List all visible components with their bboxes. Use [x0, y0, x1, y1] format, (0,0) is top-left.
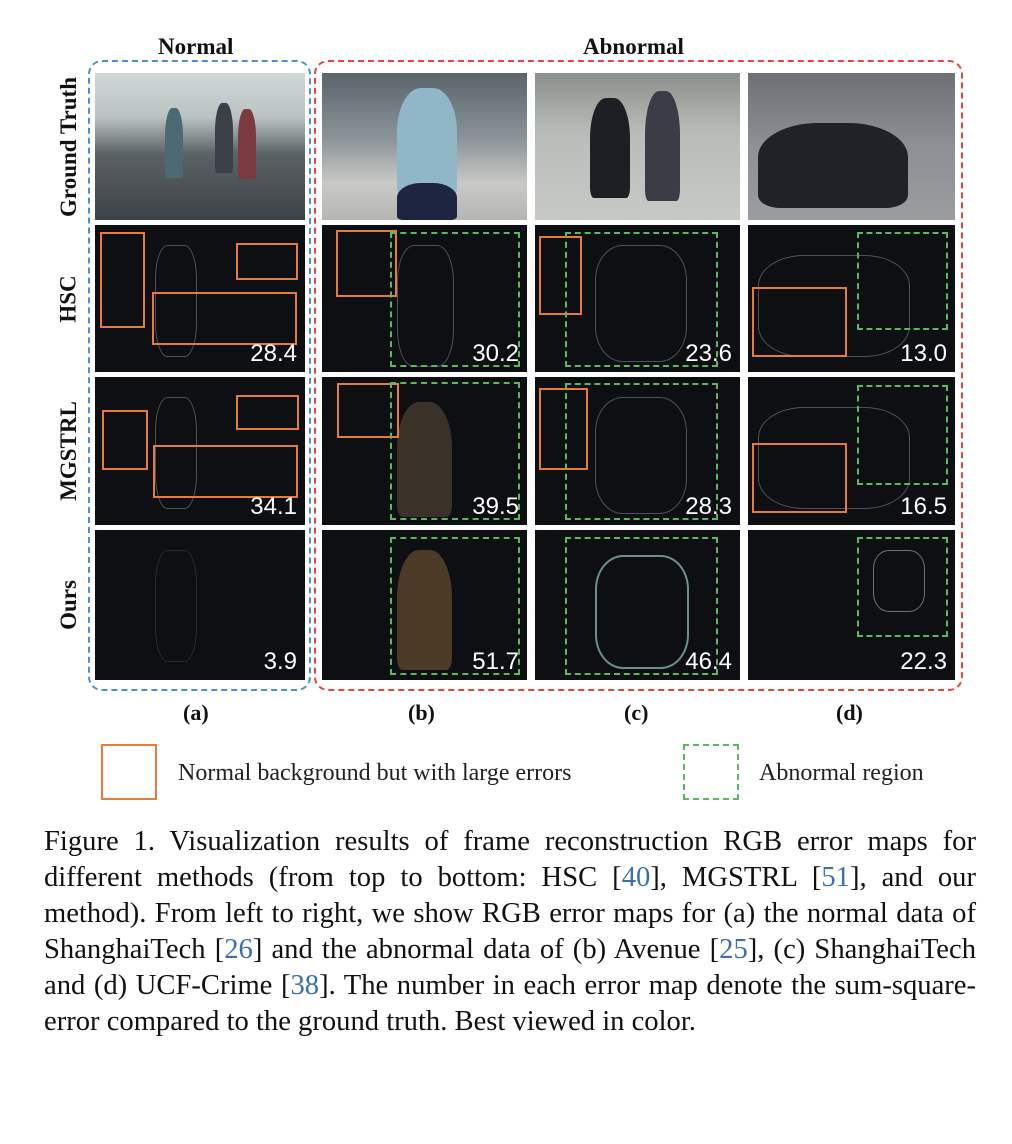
green-dashed-box	[857, 537, 948, 637]
ground-truth-image-a	[95, 73, 305, 220]
orange-box	[102, 410, 148, 470]
error-value: 13.0	[900, 340, 947, 367]
ground-truth-image-b	[322, 73, 527, 220]
row-label-text: Ground Truth	[56, 76, 82, 217]
orange-box	[153, 445, 298, 498]
row-label-ours	[44, 530, 94, 680]
error-value: 16.5	[900, 493, 947, 520]
caption-text: ]. The number in each error map denote the sum-square-error compared to the ground truth. Best viewed in color.	[44, 970, 976, 1037]
error-value: 3.9	[263, 648, 297, 675]
orange-box	[152, 292, 297, 345]
citation-link[interactable]: 38	[290, 970, 320, 1001]
row-label-text: MGSTRL	[56, 401, 81, 501]
ours-error-map-d	[748, 530, 955, 680]
citation-link[interactable]: 40	[621, 862, 651, 893]
error-value: 28.4	[250, 340, 297, 367]
mgstrl-error-map-c	[535, 377, 740, 525]
citation-link[interactable]: 51	[821, 862, 850, 893]
row-label-text: Ours	[56, 580, 81, 630]
error-value: 46.4	[685, 648, 732, 675]
row-label-hsc	[44, 225, 94, 372]
caption-text: ], (c) ShanghaiTech and (d) UCF-Crime [	[44, 934, 976, 1001]
column-label-d: (d)	[836, 700, 863, 725]
ours-error-map-c	[535, 530, 740, 680]
ground-truth-image-d	[748, 73, 955, 220]
orange-box	[336, 230, 397, 297]
error-value: 30.2	[472, 340, 519, 367]
hsc-error-map-c	[535, 225, 740, 372]
header-normal: Normal	[158, 34, 234, 59]
column-label-b: (b)	[408, 700, 435, 725]
row-label-mgstrl	[44, 377, 94, 525]
legend-orange-box-icon	[101, 744, 157, 800]
orange-box	[100, 232, 145, 328]
mgstrl-error-map-b	[322, 377, 527, 525]
row-label-text: HSC	[55, 274, 81, 323]
caption-text: Figure 1. Visualization results of frame reconstruction RGB error maps for different methods (from top to bottom: HSC [	[44, 826, 976, 893]
hsc-error-map-a	[95, 225, 305, 372]
ground-truth-image-c	[535, 73, 740, 220]
error-value: 22.3	[900, 648, 947, 675]
caption-text: ] and the abnormal data of (b) Avenue [	[252, 934, 720, 965]
orange-box	[236, 395, 299, 430]
error-value: 34.1	[250, 493, 297, 520]
caption-text: ], MGSTRL [	[650, 862, 822, 893]
mgstrl-error-map-d	[748, 377, 955, 525]
ours-error-map-a	[95, 530, 305, 680]
mgstrl-error-map-a	[95, 377, 305, 525]
orange-box	[752, 443, 847, 513]
legend-green-label: Abnormal region	[759, 760, 924, 786]
column-label-c: (c)	[624, 700, 649, 725]
caption-text: ], and our method). From left to right, we show RGB error maps for (a) the normal data of ShanghaiTech [	[44, 862, 976, 965]
figure-caption	[44, 824, 976, 1040]
error-value: 51.7	[472, 648, 519, 675]
citation-link[interactable]: 26	[224, 934, 253, 965]
ours-error-map-b	[322, 530, 527, 680]
legend-green-dashed-box-icon	[683, 744, 739, 800]
error-value: 23.6	[685, 340, 732, 367]
row-label-ground-truth	[44, 73, 94, 220]
green-dashed-box	[857, 232, 948, 330]
orange-box	[236, 243, 298, 280]
hsc-error-map-b	[322, 225, 527, 372]
header-abnormal: Abnormal	[583, 34, 684, 59]
hsc-error-map-d	[748, 225, 955, 372]
green-dashed-box	[857, 385, 948, 485]
error-value: 39.5	[472, 493, 519, 520]
error-value: 28.3	[685, 493, 732, 520]
column-label-a: (a)	[183, 700, 209, 725]
citation-link[interactable]: 25	[719, 934, 748, 965]
legend-orange-label: Normal background but with large errors	[178, 760, 572, 786]
orange-box	[752, 287, 847, 357]
